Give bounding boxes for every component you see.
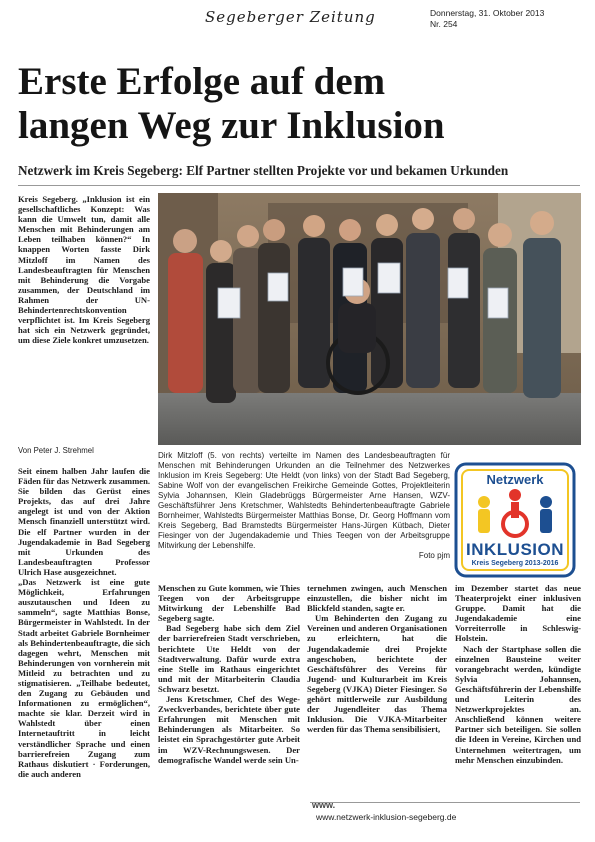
- dateline: [430, 8, 585, 30]
- col2-paragraph-1: Menschen zu Gute kommen, wie Thies Teegen von der Arbeitsgruppe Mitwirkung der Lebenshilfe Bad Segeberg sagte.: [158, 583, 300, 624]
- col2-paragraph-3: Jens Kretschmer, Chef des Wege-Zweckverbandes, berichtete über gute Erfahrungen mit Menschen mit Behinderungen als Mitarbeiter. So leistet ein Sprachgestörter gute Arbeit im WZV-Rechnungswesen. Der demografische Wandel werde sein Un-: [158, 694, 300, 765]
- column-4: [455, 583, 581, 798]
- lead-text: Kreis Segeberg. „Inklusion ist ein gesellschaftliches Konzept: Was kann die Umwelt tun, damit alle Menschen mit Behinderungen am Leben teilhaben können?“ In knappen Worten fasste Dirk Mitzloff im Namen des Landesbeauftragten für Menschen mit Behinderung die Vorgabe zusammen, der Deutschland im Rahmen der UN-Behindertenrechtskonvention verpflichtet ist. Im Kreis Segeberg hat sich ein Netzwerk gegründet, um diese Ziele konkret umzusetzen.: [18, 194, 150, 346]
- col4-paragraph-2: Nach der Startphase sollen die einzelnen Bausteine weiter vorangebracht werden, kündigte Sylvia Johannsen, Geschäftsführerin der Lebenshilfe und Leiterin des Netzwerkprojektes an. Anschließend können weitere Partner sich beteiligen. Sie sollen die Ideen in Vereine, Kirchen und Unternehmen weitertragen, um mehr Menschen einzubinden.: [455, 643, 581, 765]
- headline-line-2: langen Weg zur Inklusion: [18, 104, 445, 147]
- divider: [18, 185, 580, 186]
- column-3: [307, 583, 447, 798]
- col3-paragraph-1: ternehmen zwingen, auch Menschen einzustellen, die bisher nicht im Blickfeld standen, sagte er.: [307, 583, 447, 614]
- web-link[interactable]: www.netzwerk-inklusion-segeberg.de: [316, 812, 457, 822]
- byline: Von Peter J. Strehmel: [18, 446, 94, 455]
- group-photo: [158, 193, 581, 445]
- group-photo-image: [158, 193, 581, 445]
- lead-paragraph: [18, 194, 150, 345]
- subheadline: Netzwerk im Kreis Segeberg: Elf Partner stellten Projekte vor und bekamen Urkunden: [18, 163, 509, 178]
- caption-text: Dirk Mitzloff (5. von rechts) verteilte im Namen des Landesbeauftragten für Menschen mit Behinderungen Urkunden an die Teilnehmer des Netzwerkes Inklusion im Kreis Segeberg: Ute Heldt (von links) von der Stadt Bad Segeberg, Sabine Wolf von der evangelischen Freikirche Gemeinde Gottes, Projektleiterin Sylvia Johannsen, Klein Gladebrüggs Bürgermeister Arne Hansen, WZV-Geschäftsführer Jens Kretschmer, Wahlstedts Behindertenbeauftragte Gabriele Bornheimer, Wahlstedts Bürgermeister Matthias Bonse, Dr. Georg Hoffmann vom Kreis Segeberg, Bad Bramstedts Bürgermeister Hans-Jürgen Kütbach, Dieter Fiesinger von der Jugendakademie und Thies Teegen von der Arbeitsgruppe Mitwirkung der Lebenshilfe.: [158, 451, 450, 550]
- logo-top-text: Netzwerk: [486, 472, 544, 487]
- col1-paragraph-1: Seit einem halben Jahr laufen die Fäden für das Netzwerk zusammen. Sie bilden das Gerüst eines Projekts, das auf drei Jahre angelegt ist und von der Aktion Mensch finanziell unterstützt wird. Die elf Partner wurden in der Jugendakademie in Bad Segeberg mit Urkunden des Landesbeauftragten Professor Ulrich Hase ausgezeichnet.: [18, 466, 150, 577]
- newspaper-masthead: Segeberger Zeitung: [205, 8, 376, 26]
- photo-caption: [158, 451, 450, 561]
- col4-paragraph-1: im Dezember startet das neue Theaterprojekt einer inklusiven Gruppe. Damit hat die Jugendakademie eine Vorreiterrolle in Schleswig-Holstein.: [455, 583, 581, 644]
- col3-paragraph-2: Um Behinderten den Zugang zu Vereinen und anderen Organisationen zu erleichtern, hat die Jugendakademie drei Projekte angeschoben, berichtete der Geschäftsführer des Vereins für Jugend- und Kulturarbeit im Kreis Segeberg (VJKA) Dieter Fiesinger. So gehört mittlerweile zur Ausbildung der Jugendleiter das Thema Inklusion. Die VJKA-Mitarbeiter werden für das Thema sensibilisiert,: [307, 613, 447, 735]
- web-prefix: www.: [312, 800, 336, 810]
- headline-line-1: Erste Erfolge auf dem: [18, 60, 386, 103]
- logo-main-text: INKLUSION: [466, 540, 564, 559]
- logo-bottom-text: Kreis Segeberg 2013-2016: [471, 560, 559, 567]
- netzwerk-inklusion-logo: [454, 462, 576, 578]
- issue-number: Nr. 254: [430, 19, 458, 29]
- headline: [18, 60, 578, 148]
- issue-date: Donnerstag, 31. Oktober 2013: [430, 8, 545, 18]
- photo-credit: Foto pjm: [418, 551, 450, 560]
- column-2: [158, 583, 300, 813]
- column-1: [18, 466, 150, 811]
- col1-paragraph-2: „Das Netzwerk ist eine gute Möglichkeit, Erfahrungen auszutauschen und Ideen zu sammeln“, sagte Matthias Bonse, Bürgermeister in Wahlstedt. In der Stadt arbeitet Gabriele Bornheimer als Behindertenbeauftragte, die sich dagegen wehrt, Menschen mit Behinderungen von vornherein mit Mitleid zu betrachten und zu stigmatisieren. „Teilhabe bedeutet, den Zugang zu Gebäuden und Informationen zu ermöglichen“, machte sie klar. Derzeit wird in Wahlstedt über einen Internetauftritt in leicht verständlicher Sprache und einen barrierefreien Zugang zum Rathaus diskutiert · Forderungen, die auch anderen: [18, 577, 150, 779]
- col2-paragraph-2: Bad Segeberg habe sich dem Ziel der barrierefreien Stadt verschrieben, berichtete Ute Heldt von der Stadtverwaltung. Dafür wurde extra eine Stelle im Rathaus eingerichtet und mit der Mitarbeiterin Claudia Schwarz besetzt.: [158, 623, 300, 694]
